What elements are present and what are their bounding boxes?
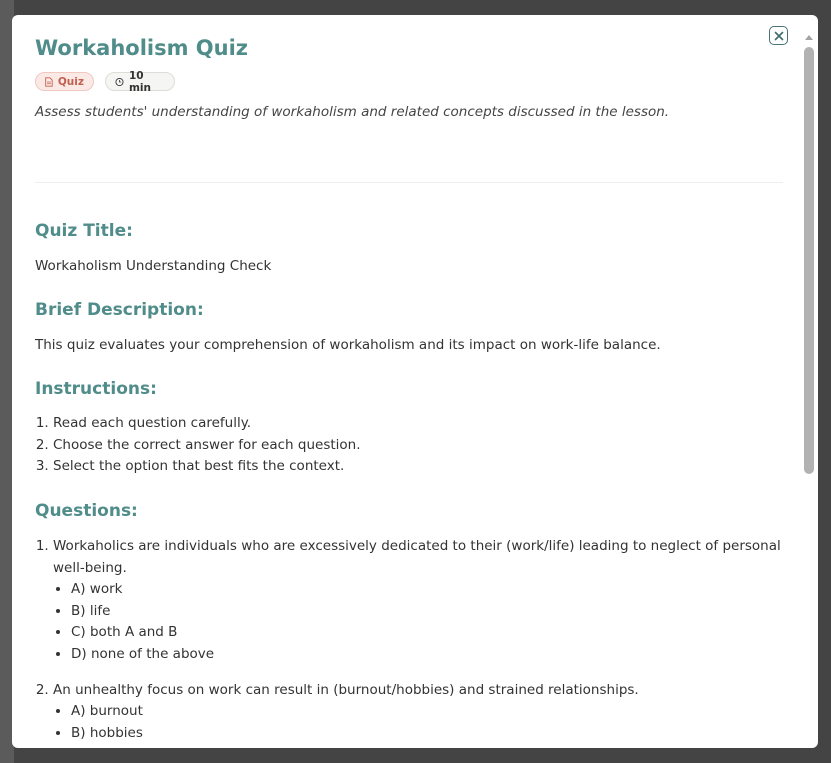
instructions-heading: Instructions:	[35, 379, 157, 399]
questions-list	[35, 535, 783, 748]
scroll-up-arrow[interactable]	[805, 35, 813, 40]
brief-description-heading: Brief Description:	[35, 300, 204, 320]
options-list	[53, 579, 783, 665]
options-list	[53, 701, 783, 744]
quiz-title-value: Workaholism Understanding Check	[35, 258, 272, 274]
scrollbar[interactable]	[803, 32, 816, 748]
question-item	[53, 535, 783, 665]
question-text: Workaholics are individuals who are excessively dedicated to their (work/life) leading to neglect of personal well-being.	[53, 538, 781, 576]
badge-row	[35, 69, 175, 94]
quiz-subtitle: Assess students' understanding of workaholism and related concepts discussed in the lesson.	[35, 104, 670, 120]
quiz-modal	[12, 15, 818, 748]
quiz-title: Workaholism Quiz	[35, 36, 249, 60]
option-item: • A) burnout	[71, 701, 783, 723]
document-icon	[45, 77, 53, 87]
option-item: • D) none of the above	[71, 644, 783, 666]
clock-icon	[115, 77, 124, 87]
option-item: • C) both A and B	[71, 622, 783, 644]
instruction-item: 1. Read each question carefully.	[53, 413, 361, 435]
close-button[interactable]	[769, 26, 788, 45]
question-item	[53, 679, 783, 744]
option-item: • A) work	[71, 579, 783, 601]
instructions-list	[35, 413, 361, 478]
type-badge	[35, 72, 94, 91]
close-icon	[774, 31, 784, 41]
type-badge-label: Quiz	[57, 75, 84, 88]
questions-heading: Questions:	[35, 501, 138, 521]
option-item: • B) life	[71, 601, 783, 623]
instruction-item: 3. Select the option that best fits the context.	[53, 456, 361, 478]
scroll-thumb[interactable]	[804, 47, 814, 474]
brief-description-value: This quiz evaluates your comprehension of workaholism and its impact on work-life balance.	[35, 337, 661, 353]
duration-badge-label: 10 min	[128, 69, 151, 94]
option-item: • B) hobbies	[71, 723, 783, 745]
question-text: An unhealthy focus on work can result in (burnout/hobbies) and strained relationships.	[53, 682, 639, 698]
duration-badge	[105, 69, 175, 94]
divider	[35, 182, 783, 183]
instruction-item: 2. Choose the correct answer for each question.	[53, 435, 361, 457]
quiz-title-heading: Quiz Title:	[35, 221, 133, 241]
